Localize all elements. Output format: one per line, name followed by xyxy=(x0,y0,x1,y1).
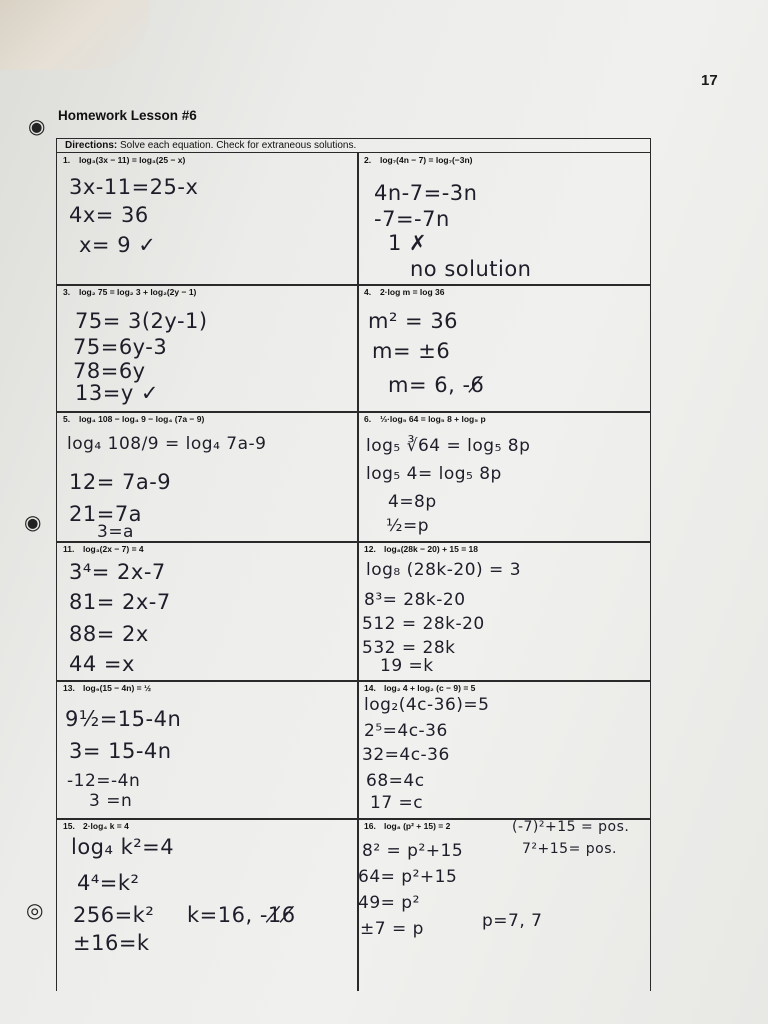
problem-equation: log₇(4n − 7) = log₇(−3n) xyxy=(380,155,473,165)
problem-number: 14. xyxy=(364,683,376,693)
work-line: 3⁴= 2x-7 xyxy=(69,560,166,584)
work-line: ±7 = p xyxy=(360,919,424,939)
directions xyxy=(57,139,650,153)
work-line: -12=-4n xyxy=(67,771,141,791)
page-number: 17 xyxy=(701,72,718,89)
problem-cell xyxy=(57,153,357,284)
problem-cell xyxy=(57,681,357,818)
worksheet-table xyxy=(56,138,651,991)
work-line: log₈ (28k-20) = 3 xyxy=(366,560,522,580)
work-line: 44 =x xyxy=(69,652,135,676)
work-line: 68=4c xyxy=(366,771,425,791)
work-line: 64= p²+15 xyxy=(358,867,458,887)
work-line: 1 ✗ xyxy=(388,231,428,255)
work-line: 75=6y-3 xyxy=(73,335,168,359)
problem-equation: ⅓·log₅ 64 = log₅ 8 + log₅ p xyxy=(380,414,486,424)
problem-equation: log₃(3x − 11) = log₃(25 − x) xyxy=(79,155,186,165)
work-line: 12= 7a-9 xyxy=(69,470,172,494)
directions-label: Directions: xyxy=(65,140,118,151)
work-line: 4n-7=-3n xyxy=(374,181,478,205)
work-line: no solution xyxy=(410,257,532,281)
work-line: log₄ k²=4 xyxy=(71,835,175,859)
punch-hole-icon: ◉ xyxy=(24,510,42,534)
problem-number: 13. xyxy=(63,683,75,693)
punch-hole-icon: ◎ xyxy=(26,898,44,922)
problem-number: 1. xyxy=(63,155,71,165)
work-line: p=7, 7 xyxy=(482,911,543,931)
work-line: 75= 3(2y-1) xyxy=(75,309,208,333)
directions-text: Solve each equation. Check for extraneous solutions. xyxy=(120,140,357,151)
work-line: log₄ 108/9 = log₄ 7a-9 xyxy=(67,434,267,454)
work-line: log₅ 4= log₅ 8p xyxy=(366,464,502,484)
problem-number: 2. xyxy=(364,155,372,165)
problem-number: 4. xyxy=(364,287,372,297)
problem-equation: log₄ 108 − log₄ 9 − log₄ (7a − 9) xyxy=(79,414,205,424)
work-line: m= 6, -6̸ xyxy=(388,373,485,397)
problem-cell xyxy=(358,285,650,411)
punch-hole-icon: ◉ xyxy=(28,114,46,138)
work-line: -7=-7n xyxy=(374,207,450,231)
work-line: 8³= 28k-20 xyxy=(364,590,466,610)
problem-number: 15. xyxy=(63,821,75,831)
problem-cell xyxy=(57,542,357,680)
problem-cell xyxy=(358,542,650,680)
problem-number: 11. xyxy=(63,544,75,554)
problem-equation: 2·log₄ k = 4 xyxy=(83,821,129,831)
problem-number: 12. xyxy=(364,544,376,554)
work-line: 13=y ✓ xyxy=(75,381,160,405)
work-line: 3=a xyxy=(97,522,134,542)
work-line: (-7)²+15 = pos. xyxy=(512,819,630,835)
problem-equation: log₈ (p² + 15) = 2 xyxy=(384,821,451,831)
problem-cell xyxy=(57,412,357,541)
problem-cell xyxy=(358,153,650,284)
page-title: Homework Lesson #6 xyxy=(58,108,197,123)
work-line: 81= 2x-7 xyxy=(69,590,171,614)
problem-cell xyxy=(358,681,650,818)
problem-equation: log₉(15 − 4n) = ½ xyxy=(83,683,152,693)
work-line: 4⁴=k² xyxy=(77,871,140,895)
work-line: x= 9 ✓ xyxy=(79,233,157,257)
work-line: 3= 15-4n xyxy=(69,739,172,763)
work-line: 17 =c xyxy=(370,793,424,813)
work-line: ½=p xyxy=(386,516,430,536)
work-line: 49= p² xyxy=(358,893,420,913)
problem-cell xyxy=(358,819,650,991)
problem-cell xyxy=(358,412,650,541)
work-line: 7²+15= pos. xyxy=(522,841,617,857)
work-line: log₅ ∛64 = log₅ 8p xyxy=(366,436,531,456)
work-line: 8² = p²+15 xyxy=(362,841,464,861)
problem-number: 5. xyxy=(63,414,71,424)
work-line: 256=k² xyxy=(73,903,155,927)
problem-equation: log₂ 75 = log₂ 3 + log₂(2y − 1) xyxy=(79,287,197,297)
problem-equation: log₃(2x − 7) = 4 xyxy=(83,544,144,554)
work-line: 4x= 36 xyxy=(69,203,149,227)
problem-number: 16. xyxy=(364,821,376,831)
problem-number: 3. xyxy=(63,287,71,297)
work-line: 532 = 28k xyxy=(362,638,456,658)
problem-cell xyxy=(57,819,357,991)
work-line: 88= 2x xyxy=(69,622,149,646)
work-line: 512 = 28k-20 xyxy=(362,614,485,634)
work-line: m² = 36 xyxy=(368,309,459,333)
work-line: 3x-11=25-x xyxy=(69,175,199,199)
work-line: 78=6y xyxy=(73,359,146,383)
work-line: m= ±6 xyxy=(372,339,451,363)
problem-number: 6. xyxy=(364,414,372,424)
problem-cell xyxy=(57,285,357,411)
work-line: 3 =n xyxy=(89,791,133,811)
work-line: 9½=15-4n xyxy=(65,707,182,731)
problem-equation: 2·log m = log 36 xyxy=(380,287,445,297)
work-line: 32=4c-36 xyxy=(362,745,450,765)
problem-equation: log₈(28k − 20) + 15 = 18 xyxy=(384,544,478,554)
work-line: 19 =k xyxy=(380,656,434,676)
work-line: k=16, -1̸6̸ xyxy=(187,903,296,927)
work-line: log₂(4c-36)=5 xyxy=(364,695,490,715)
work-line: 4=8p xyxy=(388,492,437,512)
work-line: ±16=k xyxy=(73,931,150,955)
problem-equation: log₂ 4 + log₂ (c − 9) = 5 xyxy=(384,683,476,693)
work-line: 2⁵=4c-36 xyxy=(364,721,448,741)
work-line: 21=7a xyxy=(69,502,143,526)
